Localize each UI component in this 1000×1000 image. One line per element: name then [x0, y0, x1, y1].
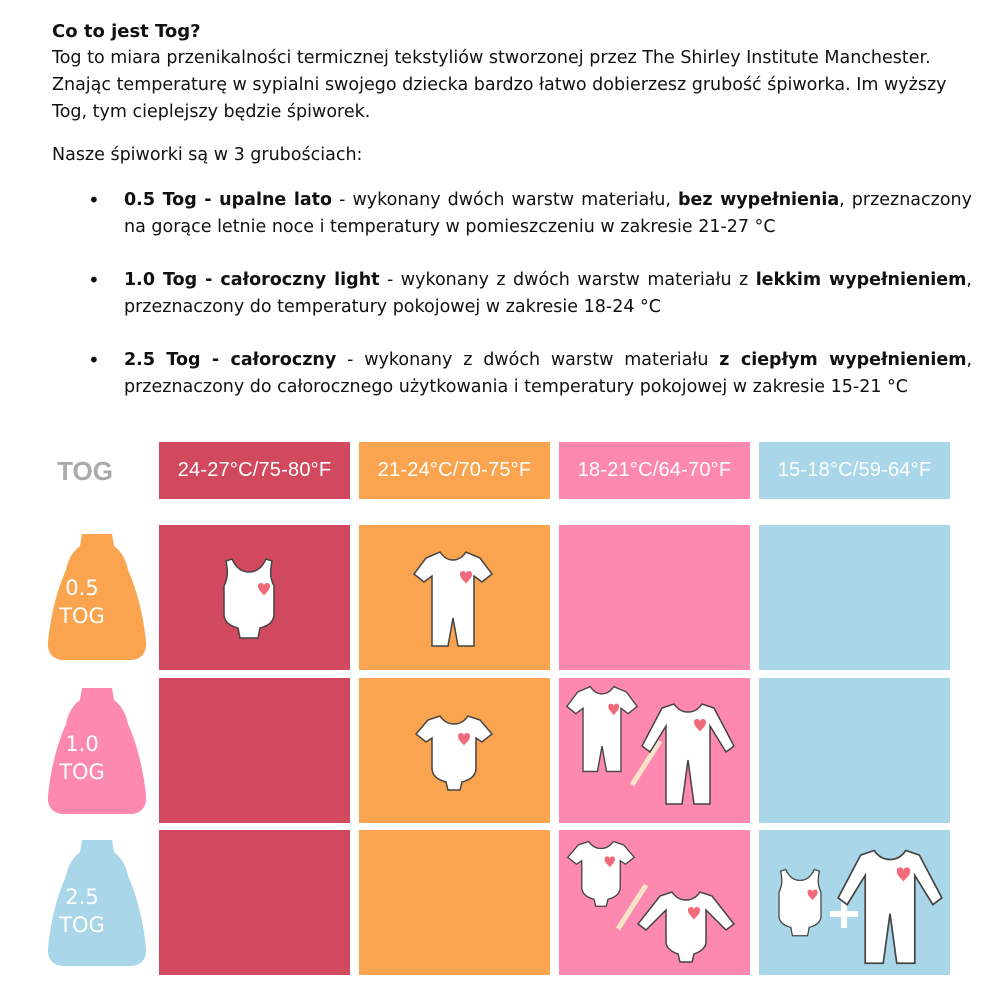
column-header-24-27: 24-27°C/75-80°F: [159, 442, 350, 499]
cell-r1-c0: [159, 678, 350, 823]
sleeveless-bodysuit-icon: [774, 866, 826, 940]
column-header-18-21: 18-21°C/64-70°F: [559, 442, 750, 499]
sleeveless-bodysuit-icon: [218, 556, 280, 642]
cell-r0-c2: [559, 525, 750, 670]
long-sleeve-bodysuit-icon: [636, 888, 736, 964]
short-sleeve-bodysuit-icon: [414, 712, 494, 792]
column-header-15-18: 15-18°C/59-64°F: [759, 442, 950, 499]
bullet-1-0-tog: • 1.0 Tog - całoroczny light - wykonany z dwóch warstw materiału z lekkim wypełnieniem, przeznaczony do temperatury pokojowej w zakresie 18-24 °C: [52, 267, 972, 321]
cell-r2-c0: [159, 830, 350, 975]
title: Co to jest Tog?: [52, 21, 201, 42]
cell-r1-c3: [759, 678, 950, 823]
tog-label-1-0: 1.0 TOG: [59, 732, 105, 784]
short-romper-icon: [412, 548, 494, 650]
cell-r2-c1: [359, 830, 550, 975]
column-header-21-24: 21-24°C/70-75°F: [359, 442, 550, 499]
footed-sleepsuit-icon: [640, 700, 736, 810]
tog-label-0-5: 0.5 TOG: [59, 576, 105, 628]
bullet-0-5-tog: • 0.5 Tog - upalne lato - wykonany dwóch warstw materiału, bez wypełnienia, przeznaczony na gorące letnie noce i temperatury w pomieszczeniu w zakresie 21-27 °C: [52, 187, 972, 241]
tog-corner-label: TOG: [57, 455, 113, 486]
cell-r0-c3: [759, 525, 950, 670]
tog-label-2-5: 2.5 TOG: [59, 885, 105, 937]
sizes-intro: Nasze śpiworki są w 3 grubościach:: [52, 145, 363, 165]
bullet-2-5-tog: • 2.5 Tog - całoroczny - wykonany z dwóch warstw materiału z ciepłym wypełnieniem, przeznaczony do całorocznego użytkowania i temperatury pokojowej w zakresie 15-21 °C: [52, 347, 972, 401]
footed-sleepsuit-icon: [834, 846, 946, 970]
intro-paragraph: Tog to miara przenikalności termicznej tekstyliów stworzonej przez The Shirley Institute Manchester. Znając temperaturę w sypialni swojego dziecka bardzo łatwo dobierzesz grubość śpiworka. Im wyższy Tog, tym cieplejszy będzie śpiworek.: [52, 48, 947, 122]
